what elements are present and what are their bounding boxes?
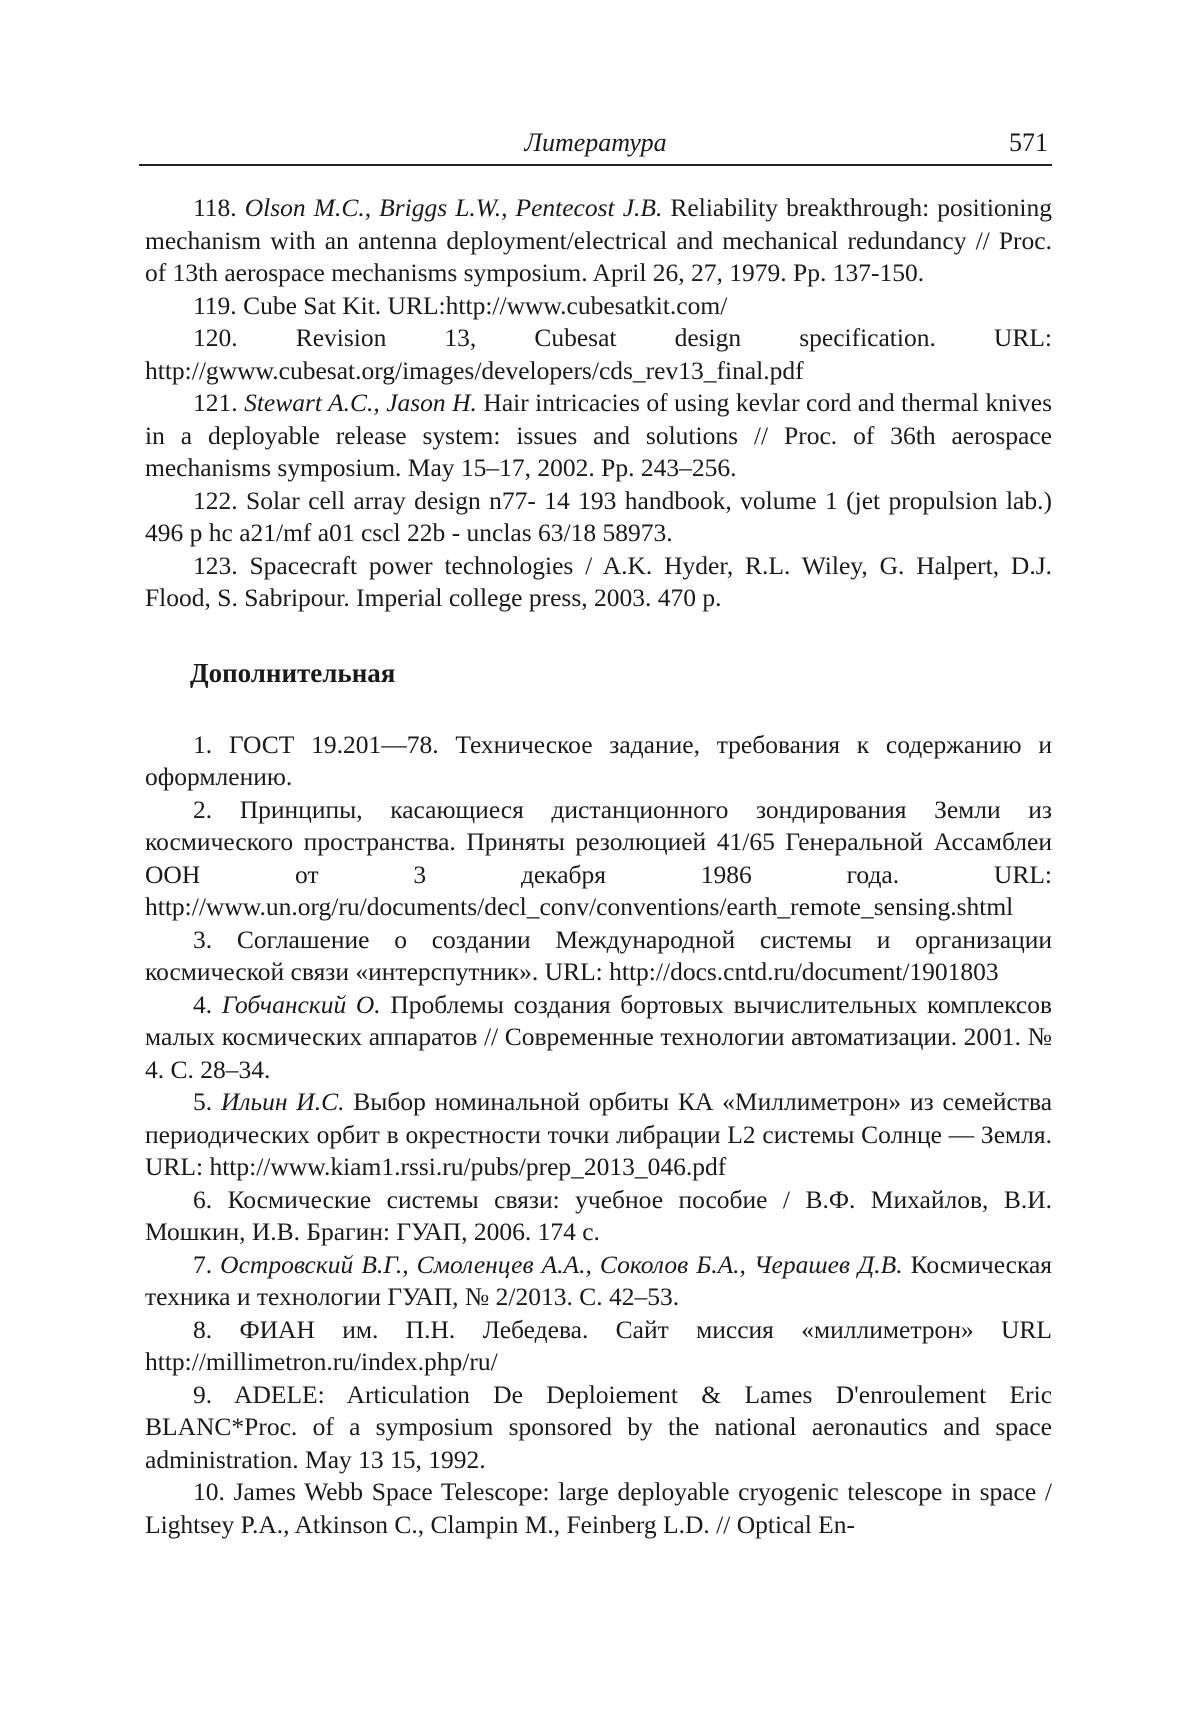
reference-text: James Webb Space Telescope: large deployable cryogenic telescope in space / Lightsey P.A., Atkinson C., Clampin M., Feinberg L.D. // Optical En- [145, 1477, 1053, 1539]
reference-entry [145, 1086, 1052, 1184]
reference-number: 120. [193, 323, 238, 352]
reference-number: 7. [193, 1249, 213, 1279]
reference-entry [145, 192, 1052, 290]
reference-entry [145, 924, 1052, 989]
reference-number: 6. [193, 1184, 213, 1214]
reference-number: 8. [193, 1314, 213, 1344]
reference-authors: Olson M.C., Briggs L.W., Pentecost J.B. [244, 193, 663, 222]
reference-entry [145, 1314, 1052, 1379]
running-header [139, 124, 1052, 166]
reference-number: 2. [193, 794, 213, 824]
reference-number: 3. [193, 924, 213, 954]
reference-entry [145, 989, 1052, 1087]
reference-number: 118. [193, 193, 237, 222]
section-heading: Дополнительная [190, 657, 396, 688]
reference-text: Космические системы связи: учебное пособие / В.Ф. Михайлов, В.И. Мошкин, И.В. Брагин: ГУАП, 2006. 174 с. [145, 1184, 1052, 1246]
additional-reference-list [145, 729, 1052, 1542]
reference-text: Hair intricacies of using kevlar cord and thermal knives in a deployable release system: issues and solutions // Proc. of 36th aerospace mechanisms symposium. May 15–17, 2002. Pp. 243–256. [145, 388, 1053, 482]
page-number: 571 [1009, 128, 1048, 157]
reference-number: 10. [193, 1477, 225, 1506]
reference-text: Revision 13, Cubesat design specification. URL: http://gwww.cubesat.org/images/developers/cds_rev13_final.pdf [145, 323, 1052, 385]
reference-text: ГОСТ 19.201—78. Техническое задание, требования к содержанию и оформлению. [145, 729, 1052, 791]
reference-entry [145, 485, 1052, 550]
reference-number: 5. [193, 1087, 213, 1116]
reference-entry [145, 1476, 1052, 1541]
reference-entry [145, 794, 1052, 924]
reference-entry [145, 322, 1052, 387]
reference-text: ФИАН им. П.Н. Лебедева. Сайт миссия «миллиметрон» URL http://millimetron.ru/index.php/ru/ [145, 1314, 1053, 1376]
reference-entry [145, 1379, 1052, 1477]
reference-authors: Stewart A.C., Jason H. [244, 388, 477, 417]
reference-number: 119. [193, 290, 237, 320]
reference-authors: Гобчанский О. [221, 989, 381, 1019]
reference-text: ADELE: Articulation De Deploiement & Lames D'enroulement Eric BLANC*Proc. of a symposium sponsored by the national aeronautics and space administration. May 13 15, 1992. [145, 1379, 1053, 1474]
reference-text: Solar cell array design n77- 14 193 handbook, volume 1 (jet propulsion lab.) 496 p hc a21/mf a01 cscl 22b - unclas 63/18 58973. [145, 485, 1052, 547]
reference-text: Космическая техника и технологии ГУАП, № 2/2013. С. 42–53. [145, 1249, 1053, 1311]
reference-entry [145, 1184, 1052, 1249]
reference-number: 9. [193, 1379, 213, 1409]
reference-number: 122. [193, 485, 238, 515]
page-content [145, 192, 1052, 1541]
reference-text: Принципы, касающиеся дистанционного зондирования Земли из космического пространства. Приняты резолюцией 41/65 Генеральной Ассамблеи ООН от 3 декабря 1986 года. URL: http://www.un.org/ru/documents/decl_conv/conventions/earth_remote_sensing.shtml [145, 794, 1052, 921]
reference-authors: Ильин И.С. [220, 1087, 345, 1116]
reference-number: 123. [193, 550, 238, 580]
reference-text: Выбор номинальной орбиты КА «Миллиметрон» из семейства периодических орбит в окрестности точки либрации L2 системы Солнце — Земля. URL: http://www.kiam1.rssi.ru/pubs/prep_2013_046.pdf [145, 1087, 1053, 1181]
reference-number: 4. [193, 989, 213, 1019]
reference-entry [145, 550, 1052, 615]
reference-entry [145, 729, 1052, 794]
main-reference-list [145, 192, 1052, 615]
reference-number: 121. [193, 388, 238, 417]
reference-entry [145, 290, 1052, 323]
reference-text: Соглашение о создании Международной системы и организации космической связи «интерспутник». URL: http://docs.cntd.ru/document/1901803 [145, 924, 1053, 986]
running-title: Литература [524, 128, 667, 157]
reference-text: Reliability breakthrough: positioning mechanism with an antenna deployment/electrical and mechanical redundancy // Proc. of 13th aerospace mechanisms symposium. April 26, 27, 1979. Pp. 137-150. [145, 193, 1052, 287]
reference-number: 1. [193, 729, 213, 759]
reference-text: Spacecraft power technologies / A.K. Hyder, R.L. Wiley, G. Halpert, D.J. Flood, S. Sabripour. Imperial college press, 2003. 470 p. [145, 550, 1052, 612]
reference-text: Cube Sat Kit. URL:http://www.cubesatkit.com/ [243, 290, 728, 320]
reference-entry [145, 387, 1052, 485]
reference-text: Проблемы создания бортовых вычислительных комплексов малых космических аппаратов // Современные технологии автоматизации. 2001. № 4. С. 28–34. [145, 989, 1052, 1084]
reference-entry [145, 1249, 1052, 1314]
reference-authors: Островский В.Г., Смоленцев А.А., Соколов Б.А., Черашев Д.В. [220, 1249, 903, 1279]
